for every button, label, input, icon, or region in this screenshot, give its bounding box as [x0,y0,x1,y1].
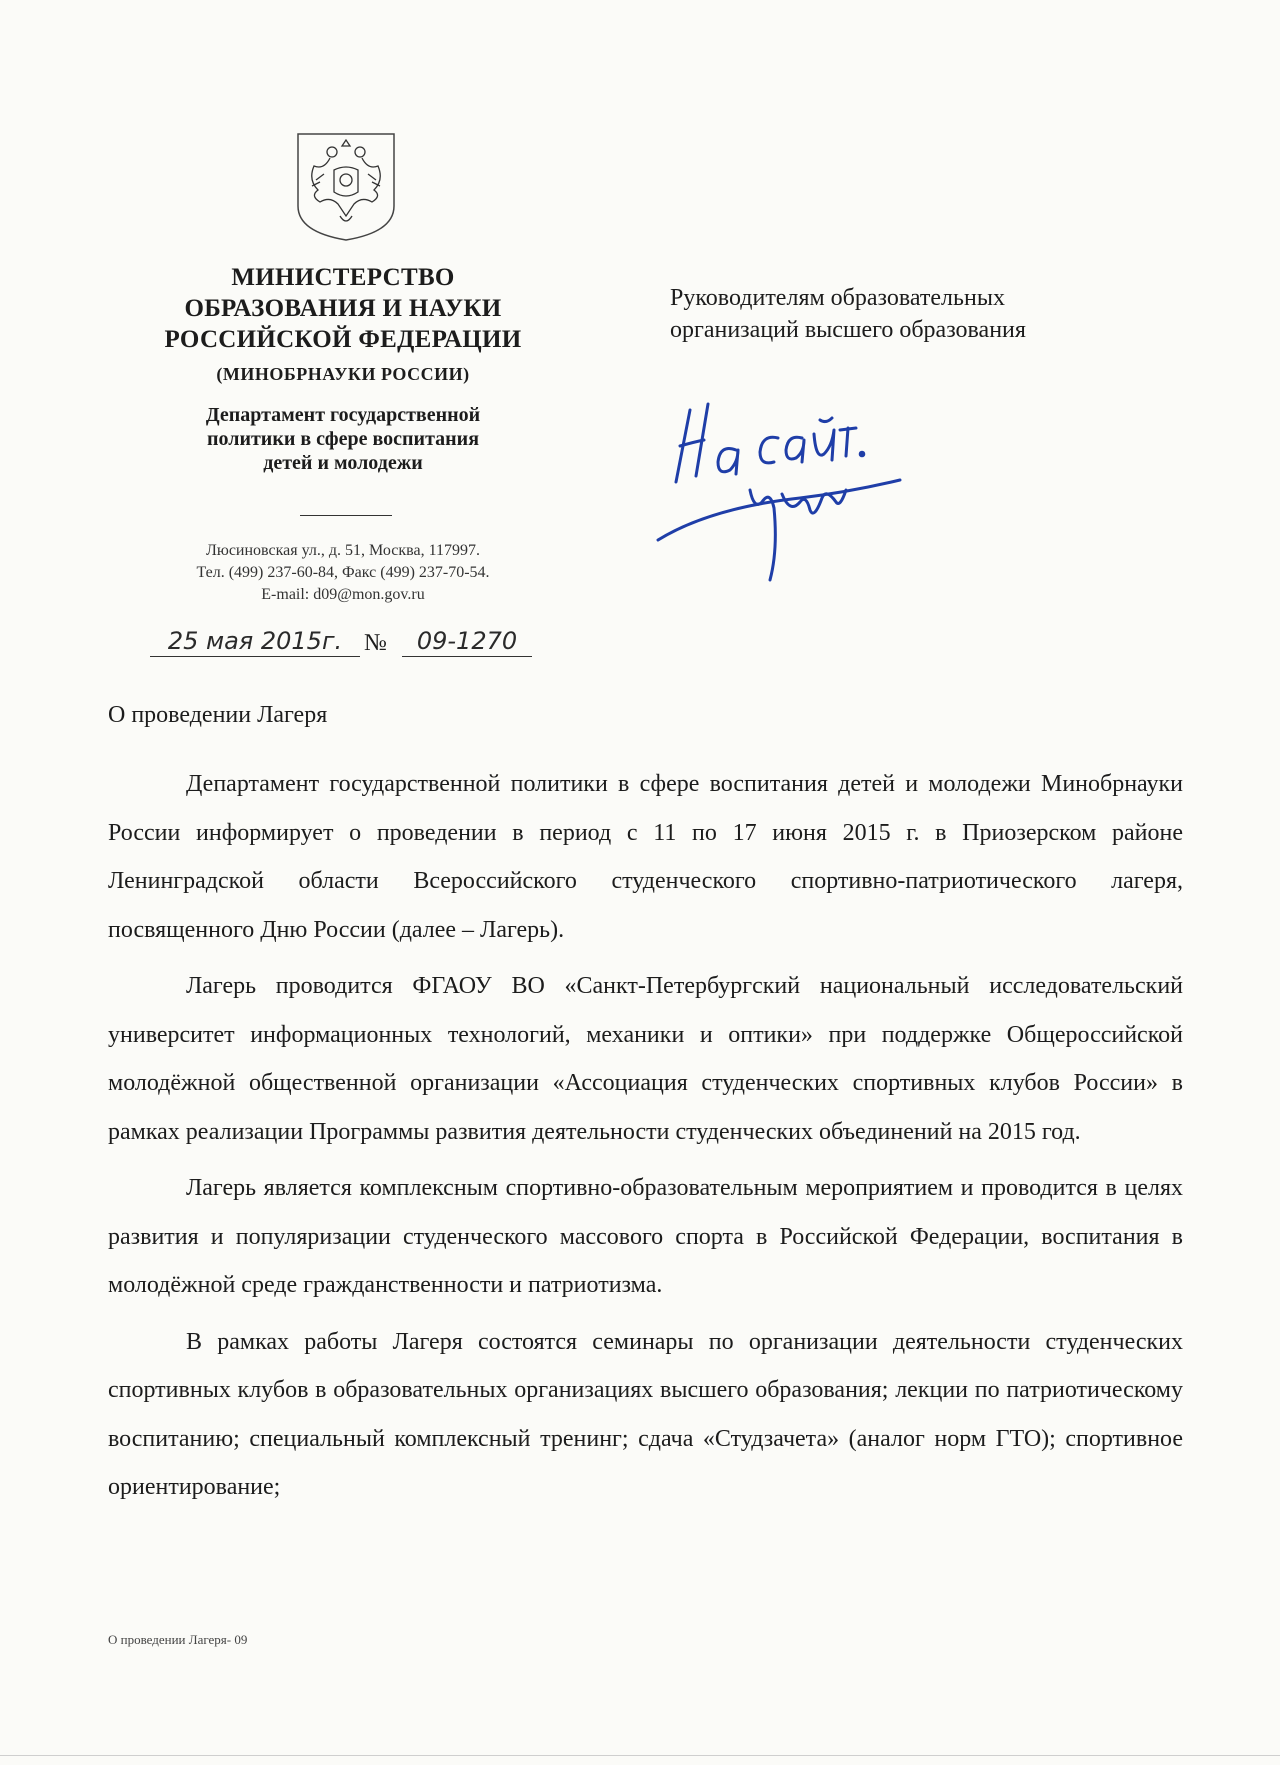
department-line: Департамент государственной [205,404,481,426]
page-bottom-edge [0,1755,1280,1756]
department-line: политики в сфере воспитания [206,428,480,450]
ministry-name-line: РОССИЙСКОЙ ФЕДЕРАЦИИ [164,326,522,353]
addressee-line: Руководителям образовательных [670,285,1005,311]
letter-body [108,760,1183,1520]
registration-line [150,622,570,662]
body-paragraph: Департамент государственной политики в сфере воспитания детей и молодежи Минобрнауки России информирует о проведении в период с 11 по 17 июня 2015 г. в Приозерском районе Ленинградской области Всероссийского студенческого спортивно-патриотического лагеря, посвященного Дню России (далее – Лагерь). [108,771,1183,943]
header-divider [300,515,392,516]
body-paragraph: Лагерь проводится ФГАОУ ВО «Санкт-Петербургский национальный исследовательский университет информационных технологий, механики и оптики» при поддержке Общероссийской молодёжной общественной организации «Ассоциация студенческих спортивных клубов России» в рамках реализации Программы развития деятельности студенческих объединений на 2015 год. [108,973,1183,1145]
handwritten-resolution [650,390,930,590]
addressee-line: организаций высшего образования [670,317,1026,343]
registration-number-label: № [364,630,387,656]
addressee-block [670,282,1230,346]
department-line: детей и молодежи [263,452,423,474]
registration-number: 09-1270 [402,626,532,657]
postal-address: Люсиновская ул., д. 51, Москва, 117997. [206,542,480,559]
registration-date: 25 мая 2015г. [150,626,360,657]
ministry-abbreviation: (МИНОБРНАУКИ РОССИИ) [216,364,470,384]
contact-block [130,540,556,606]
ministry-heading [130,262,556,475]
file-footer-note: О проведении Лагеря- 09 [108,1632,248,1647]
department-name [130,403,556,475]
ministry-name-line: ОБРАЗОВАНИЯ И НАУКИ [184,295,502,322]
body-paragraph: Лагерь является комплексным спортивно-образовательным мероприятием и проводится в целях развития и популяризации студенческого массового спорта в Российской Федерации, воспитания в молодёжной среде гражданственности и патриотизма. [108,1175,1183,1298]
ministry-name-line: МИНИСТЕРСТВО [231,264,455,291]
russian-coat-of-arms-icon [294,130,398,242]
email-address: E-mail: d09@mon.gov.ru [261,586,425,603]
body-paragraph: В рамках работы Лагеря состоятся семинары по организации деятельности студенческих спортивных клубов в образовательных организациях высшего образования; лекции по патриотическому воспитанию; специальный комплексный тренинг; сдача «Студзачета» (аналог норм ГТО); спортивное ориентирование; [108,1328,1183,1500]
letter-subject: О проведении Лагеря [108,702,328,728]
phone-fax: Тел. (499) 237-60-84, Факс (499) 237-70-54. [196,564,490,581]
